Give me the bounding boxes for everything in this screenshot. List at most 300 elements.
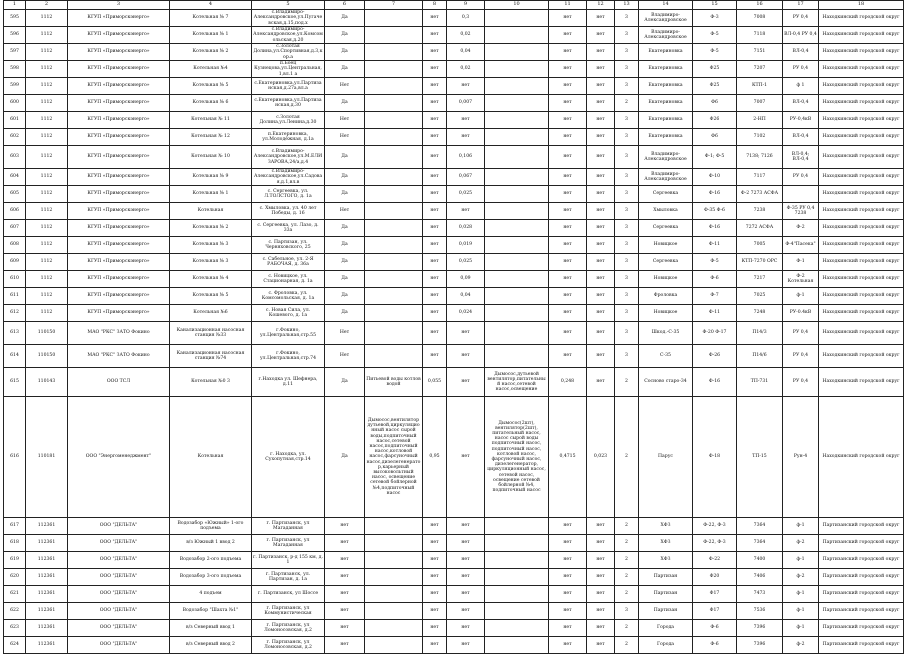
table-cell — [485, 95, 549, 112]
table-cell: 7217 — [737, 271, 783, 288]
table-cell: нет — [423, 78, 447, 95]
table-cell: Шкод.-С-35 — [639, 322, 693, 345]
table-cell: г.Фокино, ул.Центральная,стр.74 — [252, 345, 325, 368]
table-cell: Ф-5 — [693, 254, 737, 271]
table-cell: Котельная № 2 — [170, 220, 252, 237]
table-cell: ТП-15 — [737, 397, 783, 518]
table-cell: ООО "ДЕЛЬТА" — [68, 552, 170, 569]
table-cell: с. Партизан, ул. Черняховского, 25 — [252, 237, 325, 254]
table-cell: Партизан — [639, 569, 693, 586]
table-cell: нет — [423, 44, 447, 61]
table-cell: нет — [423, 305, 447, 322]
table-cell: 613 — [4, 322, 26, 345]
table-cell: нет — [423, 586, 447, 603]
table-cell: нет — [423, 112, 447, 129]
table-cell: в/з Северный ввод 2 — [170, 637, 252, 654]
table-cell: Котельная № 3 — [170, 237, 252, 254]
table-cell — [365, 169, 423, 186]
table-cell: 110181 — [26, 397, 68, 518]
table-cell: г.Фокино, ул.Центральная,стр.55 — [252, 322, 325, 345]
table-cell: РУ-0.4кВ — [783, 305, 819, 322]
table-cell: 3 — [615, 44, 639, 61]
table-cell: нет — [549, 146, 587, 169]
table-cell: нет — [587, 620, 615, 637]
table-cell: Нет — [325, 129, 365, 146]
table-cell: Да — [325, 186, 365, 203]
table-cell — [365, 620, 423, 637]
table-cell: нет — [423, 637, 447, 654]
table-row — [4, 27, 904, 44]
table-cell: 7272 АСФА — [737, 220, 783, 237]
table-cell: 7406 — [737, 569, 783, 586]
table-cell: Да — [325, 27, 365, 44]
table-cell — [365, 603, 423, 620]
table-cell: КГУП «Приморскэнерго» — [68, 44, 170, 61]
column-number-cell: 1 — [4, 1, 26, 10]
table-cell — [485, 27, 549, 44]
table-row — [4, 271, 904, 288]
table-cell: 604 — [4, 169, 26, 186]
table-cell: ТП-731 — [737, 368, 783, 397]
table-cell: нет — [549, 288, 587, 305]
table-cell: Водозабор "Шахта №1" — [170, 603, 252, 620]
table-cell — [485, 78, 549, 95]
table-cell: 2 — [615, 586, 639, 603]
table-cell: РУ-0,4кВ — [783, 112, 819, 129]
table-cell: ф-1 — [783, 586, 819, 603]
table-row — [4, 146, 904, 169]
table-cell: ООО "ДЕЛЬТА" — [68, 586, 170, 603]
table-cell: Котельная № 9 — [170, 169, 252, 186]
table-cell: Котельная № 7 — [170, 10, 252, 27]
table-cell: нет — [423, 535, 447, 552]
table-cell: Находкинский городской округ — [819, 397, 904, 518]
table-cell: 597 — [4, 44, 26, 61]
table-cell: КГУП «Приморскэнерго» — [68, 305, 170, 322]
table-cell — [485, 254, 549, 271]
table-cell: Партизанский городской округ — [819, 603, 904, 620]
table-cell: Да — [325, 288, 365, 305]
table-cell: нет — [549, 620, 587, 637]
table-cell: 0,028 — [447, 220, 485, 237]
table-cell: 3 — [615, 305, 639, 322]
table-cell: 607 — [4, 220, 26, 237]
table-cell: 0,3 — [447, 10, 485, 27]
table-cell: 1112 — [26, 78, 68, 95]
table-cell — [365, 271, 423, 288]
table-cell: Ф-16 — [693, 186, 737, 203]
table-cell: 622 — [4, 603, 26, 620]
table-row — [4, 78, 904, 95]
table-cell: нет — [549, 271, 587, 288]
table-row — [4, 169, 904, 186]
table-cell: 7248 — [737, 305, 783, 322]
table-cell: Канализационная насосная станция №33 — [170, 322, 252, 345]
table-cell: Находкинский городской округ — [819, 61, 904, 78]
table-cell: Ф-20 Ф-17 — [693, 322, 737, 345]
table-cell: с.Золотая Долина,ул.Спортивная,д.3,кор.а — [253, 44, 323, 60]
table-cell: Ф-22 — [693, 552, 737, 569]
table-cell — [365, 220, 423, 237]
table-cell: Сергеевка — [639, 254, 693, 271]
table-cell: РУ 0,4 — [783, 322, 819, 345]
table-cell — [365, 322, 423, 345]
table-cell: Ф25 — [693, 61, 737, 78]
table-cell: нет — [423, 603, 447, 620]
table-cell: КГУП «Приморскэнерго» — [68, 129, 170, 146]
table-cell: 0,025 — [447, 186, 485, 203]
table-cell: 1112 — [26, 220, 68, 237]
table-cell: 1112 — [26, 44, 68, 61]
table-cell: Новицкое — [639, 305, 693, 322]
table-cell — [485, 169, 549, 186]
table-cell: Ф20 — [693, 569, 737, 586]
table-cell: Котельная — [170, 397, 252, 518]
table-cell: нет — [549, 322, 587, 345]
table-cell — [365, 129, 423, 146]
table-cell: Да — [325, 271, 365, 288]
table-cell: 1112 — [26, 271, 68, 288]
table-cell: 1112 — [26, 95, 68, 112]
table-cell: 0,09 — [447, 271, 485, 288]
table-cell: Ф-2 7273 АСФА — [737, 186, 783, 203]
table-cell: 2 — [615, 95, 639, 112]
table-cell: Котельная № 3 — [170, 254, 252, 271]
table-cell: 0,024 — [447, 305, 485, 322]
table-cell: Котельная № 5 — [170, 288, 252, 305]
column-number-cell: 7 — [365, 1, 423, 10]
table-cell: нет — [447, 78, 485, 95]
table-cell: ООО ТСЛ — [68, 368, 170, 397]
table-cell: Ф-22, Ф-3 — [693, 535, 737, 552]
table-cell: Котельная № 4 — [170, 271, 252, 288]
table-cell: нет — [423, 254, 447, 271]
table-cell: нет — [549, 535, 587, 552]
table-cell: 621 — [4, 586, 26, 603]
table-cell: КГУП «Приморскэнерго» — [68, 78, 170, 95]
table-cell: ВЛ-0,4; ВЛ-0,4 — [783, 146, 819, 169]
table-cell: 0,106 — [447, 146, 485, 169]
table-cell: Находкинский городской округ — [819, 237, 904, 254]
table-cell: нет — [325, 637, 365, 654]
table-cell: нет — [447, 535, 485, 552]
table-cell: КТП-1 — [737, 78, 783, 95]
table-cell — [485, 518, 549, 535]
table-cell: 7025 — [737, 288, 783, 305]
table-cell — [485, 129, 549, 146]
table-cell: 112361 — [26, 603, 68, 620]
table-row — [4, 368, 904, 397]
table-cell: Екатериновка — [639, 95, 693, 112]
table-cell: Да — [325, 10, 365, 27]
table-cell: 7396 — [737, 637, 783, 654]
table-cell: КГУП «Приморскэнерго» — [68, 27, 170, 44]
table-cell: ф-2 — [783, 637, 819, 654]
table-cell: 610 — [4, 271, 26, 288]
table-cell: 0,055 — [423, 368, 447, 397]
table-cell: нет — [423, 237, 447, 254]
table-cell — [485, 203, 549, 220]
table-cell: 7207 — [737, 61, 783, 78]
table-cell: г. Партизанск, ул. Партизан, д. 1а — [252, 569, 325, 586]
table-cell: 3 — [615, 237, 639, 254]
table-cell: нет — [549, 254, 587, 271]
table-cell: Находкинский городской округ — [819, 305, 904, 322]
table-cell: 2 — [615, 569, 639, 586]
table-cell: г. Партизанск, ул Шоссе — [252, 586, 325, 603]
table-cell — [365, 186, 423, 203]
table-cell: Ф-26 — [693, 345, 737, 368]
table-cell: нет — [549, 10, 587, 27]
table-cell — [485, 10, 549, 27]
table-cell — [365, 95, 423, 112]
table-row — [4, 620, 904, 637]
table-cell: нет — [587, 220, 615, 237]
table-cell: нет — [587, 237, 615, 254]
table-cell: г. Партизанск, ул Магаданная — [252, 518, 325, 535]
table-cell: Ф-7 — [693, 288, 737, 305]
table-cell: 7138; 7126 — [737, 146, 783, 169]
table-cell: с. Сабельное, ул. 2-Я РАБОЧАЯ, д. 36а — [252, 254, 325, 271]
table-cell: КТП-7270 ОРС — [737, 254, 783, 271]
table-cell — [485, 620, 549, 637]
table-cell: ф-1 — [783, 552, 819, 569]
table-cell: 112361 — [26, 586, 68, 603]
table-cell: Ф-5 — [693, 44, 737, 61]
column-number-cell: 15 — [693, 1, 737, 10]
table-cell: нет — [549, 95, 587, 112]
table-cell: с. Новая Сила, ул. Кошевого, д. 1а — [252, 305, 325, 322]
table-cell: 608 — [4, 237, 26, 254]
table-cell: Ф17 — [693, 603, 737, 620]
column-number-cell: 17 — [783, 1, 819, 10]
table-cell: нет — [423, 203, 447, 220]
table-cell: нет — [587, 345, 615, 368]
table-cell: Находкинский городской округ — [819, 44, 904, 61]
table-cell: г. Партизанск, ул Магаданная — [252, 535, 325, 552]
table-cell: с.Владимиро-Александровское,ул.Комсомольская,д.20 — [253, 27, 323, 43]
table-cell: нет — [587, 271, 615, 288]
table-cell: Ф-6 — [693, 620, 737, 637]
table-cell: Котельная № 5 — [170, 78, 252, 95]
column-number-cell: 16 — [737, 1, 783, 10]
table-cell: нет — [423, 169, 447, 186]
table-cell: Партизанский городской округ — [819, 637, 904, 654]
table-cell: 618 — [4, 535, 26, 552]
table-cell: Ф17 — [693, 586, 737, 603]
table-cell: Да — [325, 95, 365, 112]
table-cell: 3 — [615, 27, 639, 44]
table-row — [4, 95, 904, 112]
table-cell: нет — [423, 220, 447, 237]
table-cell: 110143 — [26, 368, 68, 397]
table-row — [4, 44, 904, 61]
table-cell: 619 — [4, 552, 26, 569]
table-cell: Нет — [325, 322, 365, 345]
table-cell: КГУП «Приморскэнерго» — [68, 169, 170, 186]
table-cell: 595 — [4, 10, 26, 27]
table-cell: нет — [423, 10, 447, 27]
table-cell: 1112 — [26, 203, 68, 220]
table-cell: нет — [423, 345, 447, 368]
table-cell: Да — [325, 220, 365, 237]
table-cell: 616 — [4, 397, 26, 518]
table-cell: нет — [447, 637, 485, 654]
table-cell: нет — [325, 586, 365, 603]
table-cell: ООО "ДЕЛЬТА" — [68, 603, 170, 620]
table-cell: ВЛ-0,4 РУ 0,4 — [783, 27, 819, 44]
table-cell: Ф25 — [693, 78, 737, 95]
table-cell: п.Боец Кузнецова,ул.Центральная,1,вл.1 а — [252, 61, 325, 78]
table-cell: Ф-35 Ф-6 — [693, 203, 737, 220]
table-cell: нет — [447, 518, 485, 535]
table-row — [4, 322, 904, 345]
table-cell: нет — [587, 569, 615, 586]
table-cell — [485, 186, 549, 203]
table-row — [4, 603, 904, 620]
table-cell: Ф-5 — [693, 27, 737, 44]
table-cell: ВЛ-0,4 — [783, 44, 819, 61]
table-cell: нет — [549, 603, 587, 620]
table-cell: нет — [549, 637, 587, 654]
table-cell: КГУП «Приморскэнерго» — [68, 237, 170, 254]
table-cell: нет — [549, 237, 587, 254]
table-cell: РУ 0,4 — [783, 169, 819, 186]
table-cell: 3 — [615, 271, 639, 288]
table-cell — [485, 44, 549, 61]
table-cell: П14/6 — [737, 345, 783, 368]
table-cell: МАО "РКС" ЗАТО Фокино — [68, 345, 170, 368]
table-cell: ф-2 — [783, 535, 819, 552]
table-cell: 112361 — [26, 552, 68, 569]
table-cell: Фроловка — [639, 288, 693, 305]
table-cell: нет — [447, 603, 485, 620]
table-cell: 623 — [4, 620, 26, 637]
table-cell: Рун-4 — [783, 397, 819, 518]
table-cell: нет — [325, 569, 365, 586]
table-cell — [485, 271, 549, 288]
table-cell: Водозабор «Южный» 1-ого подъема — [170, 518, 252, 535]
table-cell: 620 — [4, 569, 26, 586]
table-cell: нет — [447, 397, 485, 518]
table-cell: Партизанский городской округ — [819, 518, 904, 535]
table-cell: Екатериновка — [639, 44, 693, 61]
table-cell: 600 — [4, 95, 26, 112]
table-cell: Ф-2 — [783, 220, 819, 237]
table-cell: 603 — [4, 146, 26, 169]
table-cell: г. Партизанск, ул Ломоносовская, д.2 — [252, 637, 325, 654]
table-cell: 1112 — [26, 288, 68, 305]
table-cell: Сергеевка — [639, 220, 693, 237]
table-cell: нет — [447, 569, 485, 586]
table-cell: нет — [423, 27, 447, 44]
column-number-cell: 6 — [325, 1, 365, 10]
table-cell: 0,04 — [447, 288, 485, 305]
table-cell: Котельная № 10 — [170, 146, 252, 169]
table-cell: 3 — [615, 203, 639, 220]
table-cell: 3 — [615, 10, 639, 27]
table-cell: Находкинский городской округ — [819, 220, 904, 237]
table-cell: Котельная № 1 — [170, 186, 252, 203]
table-cell: 3 — [615, 169, 639, 186]
table-cell — [365, 254, 423, 271]
table-cell: 7007 — [737, 95, 783, 112]
table-cell — [365, 288, 423, 305]
table-cell — [365, 345, 423, 368]
table-cell: нет — [423, 322, 447, 345]
table-cell: Ф26 — [693, 112, 737, 129]
table-cell — [783, 186, 819, 203]
table-cell: Парус — [639, 397, 693, 518]
table-cell: Находкинский городской округ — [819, 254, 904, 271]
table-cell: Котельная № 11 — [170, 112, 252, 129]
table-cell: Находкинский городской округ — [819, 271, 904, 288]
table-cell: нет — [549, 220, 587, 237]
table-cell — [365, 535, 423, 552]
table-cell — [365, 586, 423, 603]
table-cell: КГУП «Приморскэнерго» — [68, 61, 170, 78]
table-cell: 605 — [4, 186, 26, 203]
table-cell: 7473 — [737, 586, 783, 603]
table-cell: 599 — [4, 78, 26, 95]
table-cell: П14/3 — [737, 322, 783, 345]
table-cell — [485, 569, 549, 586]
table-cell: Да — [325, 254, 365, 271]
table-cell: г. Находка, ул. Сухопутная,стр.14 — [252, 397, 325, 518]
table-cell: КГУП «Приморскэнерго» — [68, 10, 170, 27]
table-cell: нет — [325, 535, 365, 552]
table-cell: 0,067 — [447, 169, 485, 186]
table-cell: нет — [587, 368, 615, 397]
table-cell: ХФЗ — [639, 535, 693, 552]
table-cell — [365, 203, 423, 220]
table-cell: нет — [447, 112, 485, 129]
table-cell: с. Новицкое, ул. Стационарная, д. 1а — [252, 271, 325, 288]
table-cell — [365, 237, 423, 254]
table-cell — [365, 518, 423, 535]
table-cell: 614 — [4, 345, 26, 368]
table-row — [4, 186, 904, 203]
table-cell: нет — [587, 146, 615, 169]
table-cell — [365, 146, 423, 169]
table-cell: нет — [447, 203, 485, 220]
table-cell: 112361 — [26, 518, 68, 535]
table-cell: Да — [325, 146, 365, 169]
table-cell: РУ 0,4 — [783, 368, 819, 397]
column-number-cell: 8 — [423, 1, 447, 10]
column-number-cell: 2 — [26, 1, 68, 10]
table-cell: 3 — [615, 112, 639, 129]
table-cell: 1112 — [26, 305, 68, 322]
table-cell: Новицкое — [639, 237, 693, 254]
table-cell: ф-1 — [783, 288, 819, 305]
table-cell: нет — [549, 305, 587, 322]
table-cell: КГУП «Приморскэнерго» — [68, 146, 170, 169]
table-cell: 611 — [4, 288, 26, 305]
table-cell: Котельная № 12 — [170, 129, 252, 146]
table-cell: 1112 — [26, 112, 68, 129]
table-cell: 2-НП — [737, 112, 783, 129]
table-cell: Новицкое — [639, 271, 693, 288]
table-cell: РУ 0,4 — [783, 10, 819, 27]
table-cell: КГУП «Приморскэнерго» — [68, 271, 170, 288]
column-number-cell: 13 — [615, 1, 639, 10]
table-cell: нет — [549, 186, 587, 203]
table-cell: нет — [587, 254, 615, 271]
table-cell: Партизан — [639, 603, 693, 620]
table-cell: Находкинский городской округ — [819, 10, 904, 27]
table-cell: 601 — [4, 112, 26, 129]
